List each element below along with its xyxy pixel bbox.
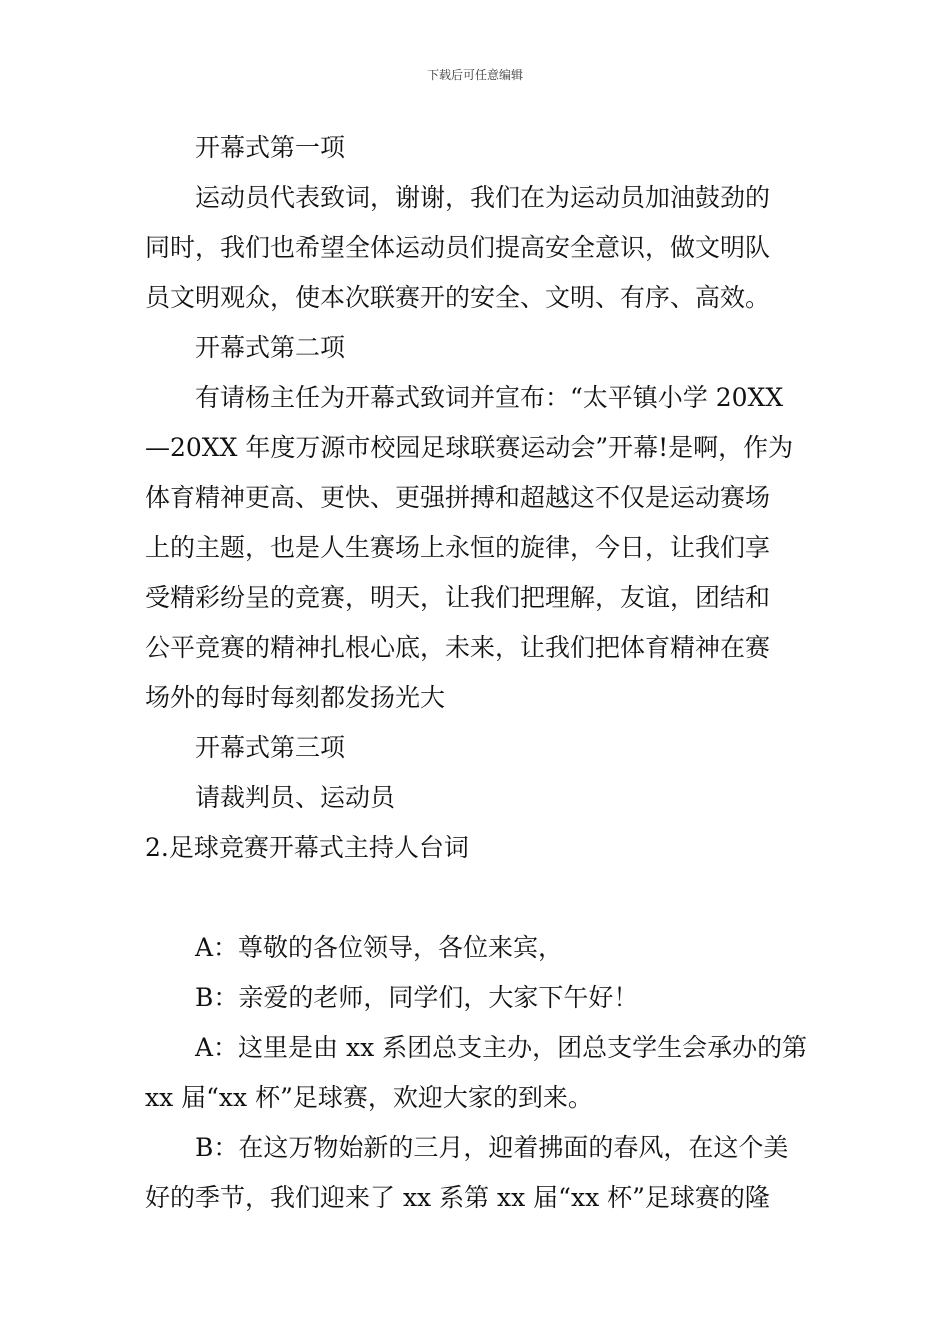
dialogue-line: A：尊敬的各位领导，各位来宾， [195,933,564,962]
paragraph-line: 员文明观众，使本次联赛开的安全、文明、有序、高效。 [145,283,771,312]
dialogue-line: B：在这万物始新的三月，迎着拂面的春风，在这个美 [195,1133,789,1162]
dialogue-line: A：这里是由 xx 系团总支主办，团总支学生会承办的第 [195,1033,808,1062]
paragraph-line: 有请杨主任为开幕式致词并宣布：“太平镇小学 20XX [195,383,784,412]
section-title: 2.足球竞赛开幕式主持人台词 [145,833,469,862]
section-heading-1: 开幕式第一项 [195,133,346,162]
dialogue-line: B：亲爱的老师，同学们，大家下午好！ [195,983,639,1012]
paragraph-line: —20XX 年度万源市校园足球联赛运动会”开幕!是啊，作为 [145,433,794,462]
paragraph-line: 体育精神更高、更快、更强拼搏和超越这不仅是运动赛场 [145,483,771,512]
paragraph-line: 同时，我们也希望全体运动员们提高安全意识，做文明队 [145,233,771,262]
dialogue-line: xx 届“xx 杯”足球赛，欢迎大家的到来。 [145,1083,593,1112]
paragraph-line: 受精彩纷呈的竞赛，明天，让我们把理解，友谊，团结和 [145,583,771,612]
section-heading-3: 开幕式第三项 [195,733,346,762]
page-header: 下载后可任意编辑 [426,68,523,82]
paragraph-line: 场外的每时每刻都发扬光大 [145,683,446,712]
paragraph-line: 上的主题，也是人生赛场上永恒的旋律，今日，让我们享 [145,533,771,562]
paragraph-line: 请裁判员、运动员 [195,783,396,812]
section-heading-2: 开幕式第二项 [195,333,346,362]
dialogue-line: 好的季节，我们迎来了 xx 系第 xx 届“xx 杯”足球赛的隆 [145,1183,770,1212]
paragraph-line: 公平竞赛的精神扎根心底，未来，让我们把体育精神在赛 [145,633,771,662]
paragraph-line: 运动员代表致词，谢谢，我们在为运动员加油鼓劲的 [195,183,771,212]
